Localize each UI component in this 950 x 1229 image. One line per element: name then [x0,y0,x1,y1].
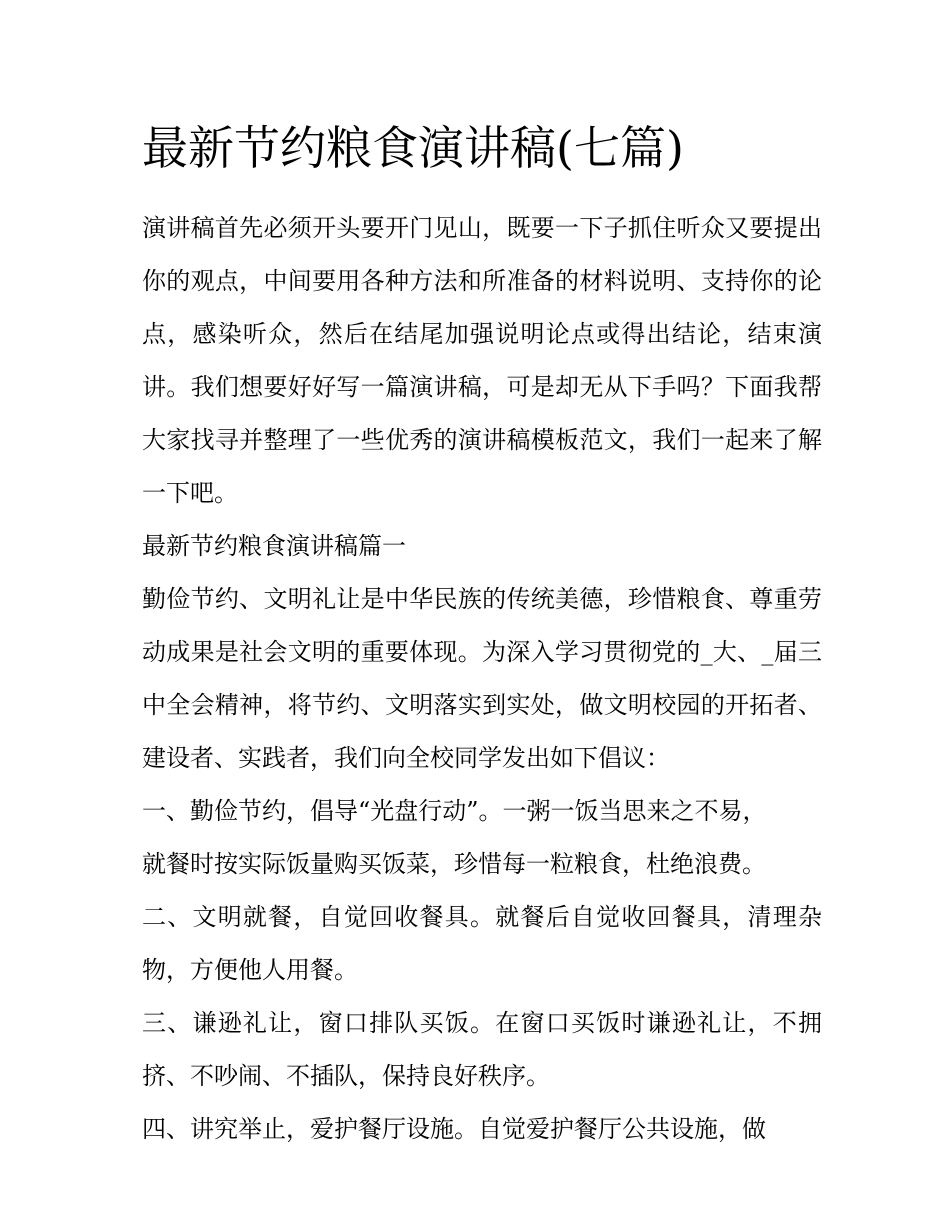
body-paragraph-3: 就餐时按实际饭量购买饭菜，珍惜每一粒粮食，杜绝浪费。 [142,850,766,878]
document-body [142,112,822,1156]
body-paragraph-1: 勤俭节约、文明礼让是中华民族的传统美德，珍惜粮食、尊重劳动成果是社会文明的重要体现。为深入学习贯彻党的_大、_届三中全会精神，将节约、文明落实到实处，做文明校园的开拓者、建设者、实践者，我们向全校同学发出如下倡议： [142,585,822,772]
body-paragraph-5: 三、谦逊礼让，窗口排队买饭。在窗口买饭时谦逊礼让，不拥挤、不吵闹、不插队，保持良好秩序。 [142,1009,822,1090]
body-paragraph-2: 一、勤俭节约，倡导“光盘行动”。一粥一饭当思来之不易， [142,797,767,825]
document-title: 最新节约粮食演讲稿(七篇) [142,121,684,175]
intro-paragraph: 演讲稿首先必须开头要开门见山，既要一下子抓住听众又要提出你的观点，中间要用各种方法和所准备的材料说明、支持你的论点，感染听众，然后在结尾加强说明论点或得出结论，结束演讲。我们想要好好写一篇演讲稿，可是却无从下手吗？下面我帮大家找寻并整理了一些优秀的演讲稿模板范文，我们一起来了解一下吧。 [142,214,822,507]
body-paragraph-4: 二、文明就餐，自觉回收餐具。就餐后自觉收回餐具，清理杂物，方便他人用餐。 [142,903,822,984]
body-paragraph-6: 四、讲究举止，爱护餐厅设施。自觉爱护餐厅公共设施，做 [142,1115,766,1143]
section-heading: 最新节约粮食演讲稿篇一 [142,532,406,560]
